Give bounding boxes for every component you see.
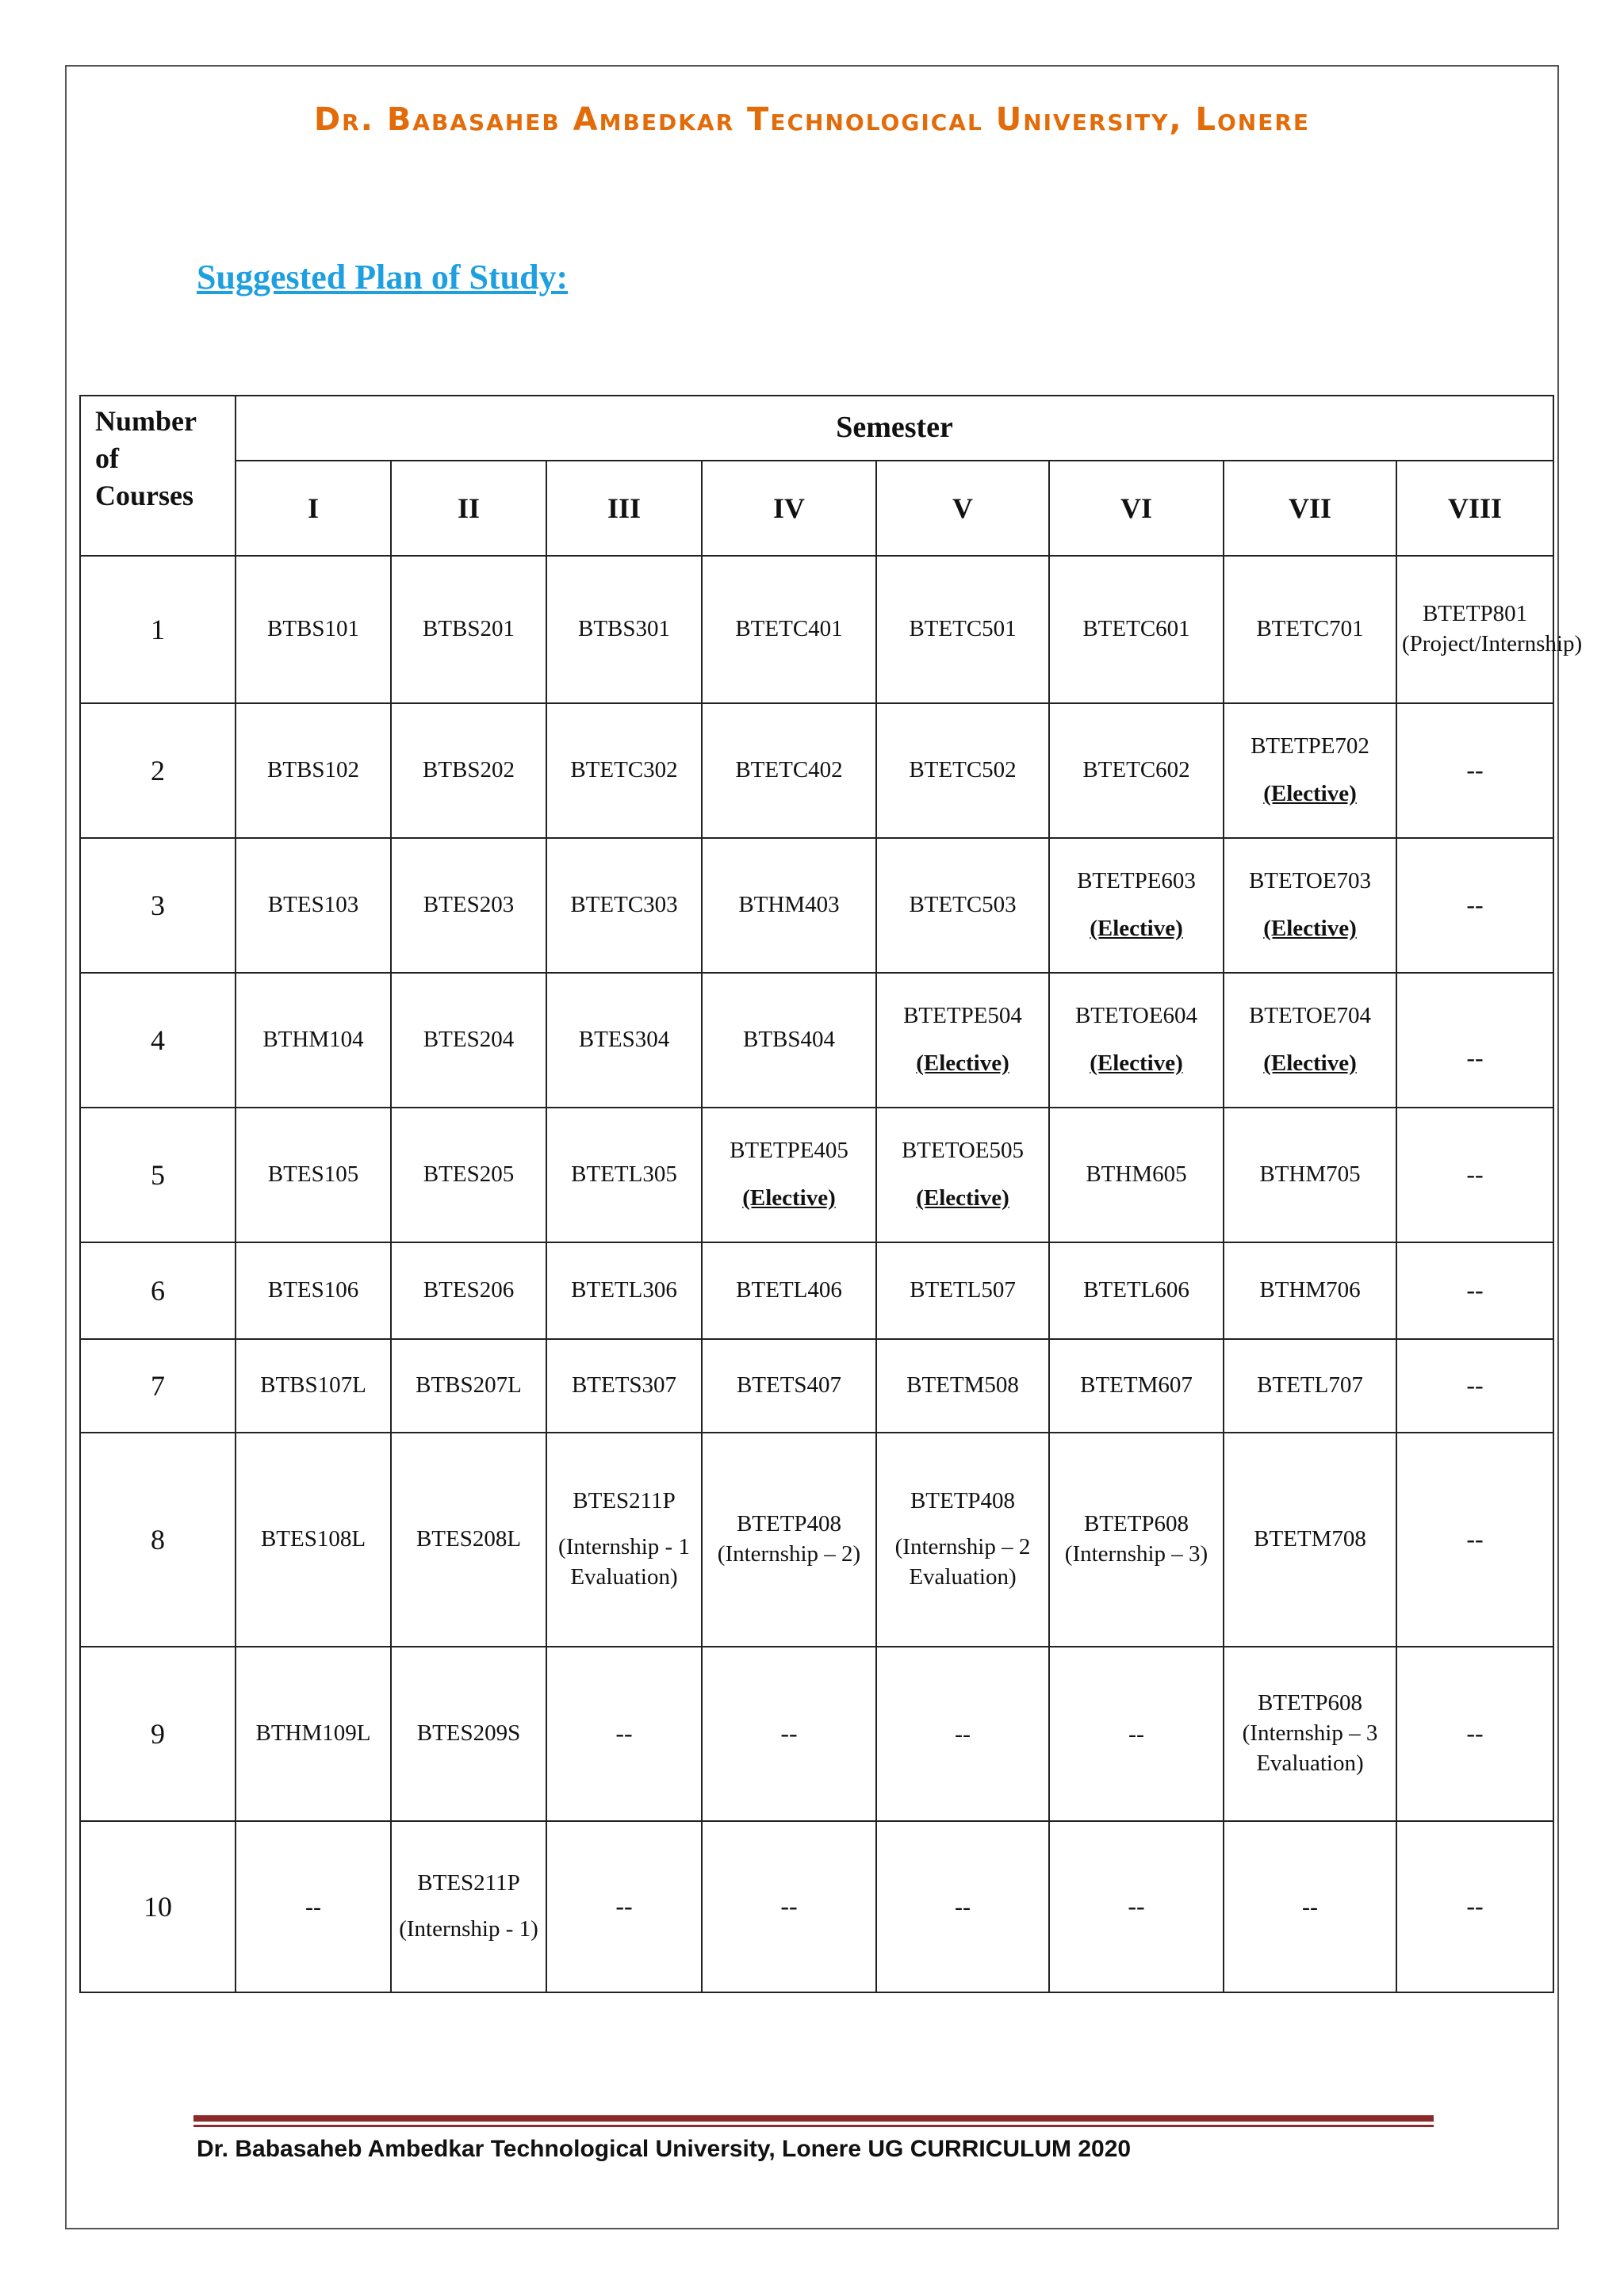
empty-cell: -- xyxy=(1396,703,1553,838)
course-cell: BTBS207L xyxy=(391,1339,546,1433)
elective-label: (Elective) xyxy=(1090,916,1183,941)
table-row xyxy=(80,1821,1553,1992)
course-cell-internship xyxy=(1224,1647,1396,1821)
row-number: 3 xyxy=(80,838,236,973)
course-cell-elective xyxy=(1224,838,1396,973)
course-cell: BTBS102 xyxy=(236,703,391,838)
internship-note: (Internship – 2) xyxy=(717,1541,861,1567)
empty-cell: -- xyxy=(1396,1647,1553,1821)
course-cell: BTBS201 xyxy=(391,556,546,703)
table-row xyxy=(80,556,1553,703)
semester-vii-header: VII xyxy=(1224,461,1396,556)
semester-iv-header: IV xyxy=(702,461,876,556)
empty-cell: -- xyxy=(1396,1339,1553,1433)
course-cell: BTES206 xyxy=(391,1242,546,1339)
course-cell-internship xyxy=(702,1433,876,1647)
row-number: 6 xyxy=(80,1242,236,1339)
empty-cell: -- xyxy=(1396,1821,1553,1992)
empty-cell: -- xyxy=(1396,973,1553,1108)
empty-cell: -- xyxy=(1224,1821,1396,1992)
empty-cell: -- xyxy=(546,1647,702,1821)
course-code: BTETP408 xyxy=(910,1488,1016,1514)
course-cell: BTETM708 xyxy=(1224,1433,1396,1647)
course-cell-internship xyxy=(546,1433,702,1647)
table-row xyxy=(80,1108,1553,1242)
course-cell: BTETC602 xyxy=(1049,703,1224,838)
semester-v-header: V xyxy=(876,461,1049,556)
course-cell-elective xyxy=(1224,973,1396,1108)
table-row xyxy=(80,703,1553,838)
course-cell: BTBS202 xyxy=(391,703,546,838)
empty-cell: -- xyxy=(1396,1242,1553,1339)
row-number: 8 xyxy=(80,1433,236,1647)
course-code: BTETPE405 xyxy=(730,1138,848,1164)
course-cell: BTES304 xyxy=(546,973,702,1108)
course-cell-elective xyxy=(876,973,1049,1108)
course-code: BTETPE504 xyxy=(903,1003,1022,1029)
course-cell-elective xyxy=(1224,703,1396,838)
course-cell: BTES209S xyxy=(391,1647,546,1821)
course-cell: BTETM508 xyxy=(876,1339,1049,1433)
course-cell: BTETP801 (Project/Internship) xyxy=(1396,556,1553,703)
course-cell: BTHM706 xyxy=(1224,1242,1396,1339)
course-code: BTETOE703 xyxy=(1248,868,1372,894)
course-cell-internship xyxy=(1049,1433,1224,1647)
course-cell: BTES106 xyxy=(236,1242,391,1339)
course-cell: BTES203 xyxy=(391,838,546,973)
course-cell: BTETC402 xyxy=(702,703,876,838)
course-cell-elective xyxy=(702,1108,876,1242)
elective-label: (Elective) xyxy=(916,1185,1009,1211)
row-number: 7 xyxy=(80,1339,236,1433)
empty-cell: -- xyxy=(236,1821,391,1992)
course-code: BTES211P xyxy=(573,1488,676,1514)
row-number: 2 xyxy=(80,703,236,838)
empty-cell: -- xyxy=(1396,1433,1553,1647)
course-cell: BTES204 xyxy=(391,973,546,1108)
table-header-row xyxy=(80,396,1553,461)
course-cell: BTHM104 xyxy=(236,973,391,1108)
table-row xyxy=(80,838,1553,973)
table-row xyxy=(80,1433,1553,1647)
semester-iii-header: III xyxy=(546,461,702,556)
course-cell: BTBS107L xyxy=(236,1339,391,1433)
internship-note: (Internship – 2 Evaluation) xyxy=(894,1534,1031,1590)
empty-cell: -- xyxy=(1049,1647,1224,1821)
course-cell: BTETC501 xyxy=(876,556,1049,703)
course-cell-internship xyxy=(876,1433,1049,1647)
course-cell: BTES103 xyxy=(236,838,391,973)
course-cell: BTHM705 xyxy=(1224,1108,1396,1242)
course-cell: BTETC302 xyxy=(546,703,702,838)
empty-cell: -- xyxy=(876,1647,1049,1821)
semester-viii-header: VIII xyxy=(1396,461,1553,556)
empty-cell: -- xyxy=(1049,1821,1224,1992)
course-cell: BTHM605 xyxy=(1049,1108,1224,1242)
empty-cell: -- xyxy=(1396,838,1553,973)
elective-label: (Elective) xyxy=(1090,1050,1183,1076)
course-cell: BTETC701 xyxy=(1224,556,1396,703)
course-cell-elective xyxy=(1049,973,1224,1108)
course-cell: BTETC601 xyxy=(1049,556,1224,703)
plan-of-study-table xyxy=(79,395,1583,1993)
course-code: BTETPE603 xyxy=(1077,868,1196,894)
number-of-courses-header: Number of Courses xyxy=(80,396,236,556)
course-cell: BTETS407 xyxy=(702,1339,876,1433)
table-row xyxy=(80,1339,1553,1433)
row-number: 4 xyxy=(80,973,236,1108)
course-cell-elective xyxy=(876,1108,1049,1242)
internship-note: (Internship – 3 Evaluation) xyxy=(1242,1720,1378,1776)
course-cell: BTETL606 xyxy=(1049,1242,1224,1339)
empty-cell: -- xyxy=(702,1821,876,1992)
footer-divider-thin xyxy=(193,2125,1434,2127)
course-cell: BTBS101 xyxy=(236,556,391,703)
elective-label: (Elective) xyxy=(742,1185,836,1211)
course-code: BTETOE704 xyxy=(1248,1003,1372,1029)
table-row xyxy=(80,1242,1553,1339)
course-code: BTETOE604 xyxy=(1074,1003,1198,1029)
course-code: BTES211P xyxy=(417,1870,520,1896)
course-cell: BTBS301 xyxy=(546,556,702,703)
internship-note: (Internship - 1) xyxy=(399,1916,538,1942)
course-code: BTETP408 xyxy=(736,1511,842,1537)
empty-cell: -- xyxy=(546,1821,702,1992)
course-cell: BTETC503 xyxy=(876,838,1049,973)
semester-header: Semester xyxy=(236,396,1553,461)
semester-vi-header: VI xyxy=(1049,461,1224,556)
semester-ii-header: II xyxy=(391,461,546,556)
elective-label: (Elective) xyxy=(1263,781,1357,806)
course-code: BTETP608 xyxy=(1257,1690,1363,1716)
row-number: 1 xyxy=(80,556,236,703)
semester-numerals-row xyxy=(80,461,1553,556)
empty-cell: -- xyxy=(702,1647,876,1821)
internship-note: (Internship – 3) xyxy=(1064,1541,1208,1567)
plan-of-study-title: Suggested Plan of Study: xyxy=(197,258,569,297)
course-code: BTETP608 xyxy=(1083,1511,1189,1537)
course-cell-elective xyxy=(1049,838,1224,973)
course-cell: BTES208L xyxy=(391,1433,546,1647)
elective-label: (Elective) xyxy=(1263,1050,1357,1076)
course-code: BTETOE505 xyxy=(901,1138,1025,1164)
course-cell: BTES205 xyxy=(391,1108,546,1242)
course-cell-internship xyxy=(391,1821,546,1992)
course-cell: BTETL305 xyxy=(546,1108,702,1242)
course-cell: BTHM403 xyxy=(702,838,876,973)
course-cell: BTETL406 xyxy=(702,1242,876,1339)
course-cell: BTETM607 xyxy=(1049,1339,1224,1433)
footer-divider-thick xyxy=(193,2115,1434,2122)
row-number: 5 xyxy=(80,1108,236,1242)
internship-note: (Internship - 1 Evaluation) xyxy=(558,1534,690,1590)
course-cell: BTETS307 xyxy=(546,1339,702,1433)
table-row xyxy=(80,973,1553,1108)
course-cell: BTETC502 xyxy=(876,703,1049,838)
course-cell: BTETL707 xyxy=(1224,1339,1396,1433)
row-number: 10 xyxy=(80,1821,236,1992)
course-cell: BTHM109L xyxy=(236,1647,391,1821)
semester-i-header: I xyxy=(236,461,391,556)
course-code: BTETPE702 xyxy=(1251,733,1369,760)
empty-cell: -- xyxy=(1396,1108,1553,1242)
course-cell: BTETL306 xyxy=(546,1242,702,1339)
course-cell: BTES105 xyxy=(236,1108,391,1242)
table-row xyxy=(80,1647,1553,1821)
course-cell: BTBS404 xyxy=(702,973,876,1108)
course-cell: BTETL507 xyxy=(876,1242,1049,1339)
row-number: 9 xyxy=(80,1647,236,1821)
elective-label: (Elective) xyxy=(916,1050,1009,1076)
elective-label: (Elective) xyxy=(1263,916,1357,941)
course-cell: BTETC401 xyxy=(702,556,876,703)
course-cell: BTETC303 xyxy=(546,838,702,973)
university-title: Dr. Babasaheb Ambedkar Technological University, Lonere xyxy=(313,101,1311,138)
course-cell: BTES108L xyxy=(236,1433,391,1647)
footer-text: Dr. Babasaheb Ambedkar Technological University, Lonere UG CURRICULUM 2020 xyxy=(197,2136,1132,2162)
empty-cell: -- xyxy=(876,1821,1049,1992)
